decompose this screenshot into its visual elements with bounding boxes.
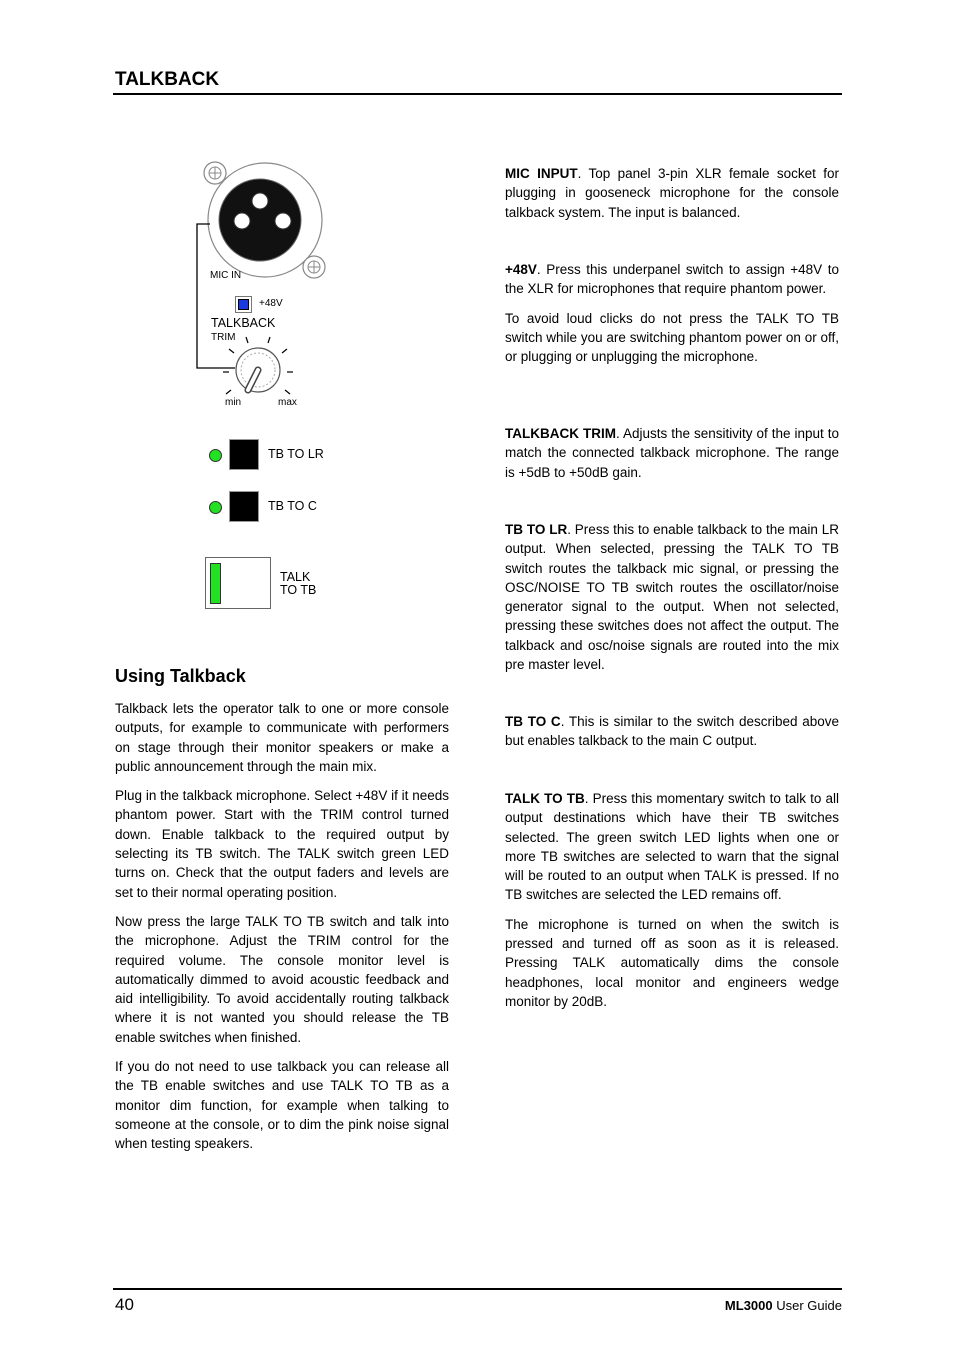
tb-to-lr-led [209, 449, 222, 462]
xlr-pin-1 [252, 193, 268, 209]
term: MIC INPUT [505, 166, 578, 181]
trim-max-label: max [278, 397, 297, 408]
desc-tb-to-lr [505, 520, 839, 684]
term: TALKBACK TRIM [505, 426, 616, 441]
desc-talk-to-tb [505, 789, 839, 1021]
xlr-pin-3 [275, 213, 291, 229]
desc-phantom [505, 260, 839, 376]
term: TB TO C [505, 714, 561, 729]
mic-and-trim-drawing [190, 150, 340, 420]
page-number: 40 [115, 1295, 134, 1314]
talkback-label: TALKBACK [211, 316, 276, 330]
desc-text: . Top panel 3-pin XLR female socket for plugging in gooseneck microphone for the console talkback system. The input is balanced. [505, 166, 839, 220]
phantom-switch[interactable] [235, 296, 252, 313]
desc-trim [505, 424, 839, 492]
phantom-label: +48V [259, 298, 283, 309]
desc-tb-to-c [505, 712, 839, 761]
footer-guide-title [725, 1298, 842, 1313]
desc-text: . Adjusts the sensitivity of the input to match the connected talkback microphone. The range is +5dB to +50dB gain. [505, 426, 839, 480]
tb-to-c-button[interactable] [229, 491, 259, 522]
desc-mic-input [505, 164, 839, 232]
tb-to-c-label: TB TO C [268, 499, 317, 513]
paragraph: If you do not need to use talkback you can release all the TB enable switches and use TALK TO TB as a monitor dim function, for example when talking to someone at the console, or to dim the pink noise signal when testing speakers. [115, 1059, 449, 1152]
tb-to-lr-label: TB TO LR [268, 447, 324, 461]
paragraph: Talkback lets the operator talk to one or more console outputs, for example to communicate with performers on stage through their monitor speakers or make a public announcement through the main mix. [115, 701, 449, 774]
desc-text: To avoid loud clicks do not press the TALK TO TB switch while you are switching phantom power on or off, or plugging or unplugging the microphone. [505, 310, 839, 365]
term: TALK TO TB [505, 791, 585, 806]
term: TB TO LR [505, 522, 568, 537]
footer-rule [113, 1288, 842, 1290]
desc-text: . Press this to enable talkback to the main LR output. When selected, pressing the TALK TO TB switch routes the talkback mic signal, or pressing the OSC/NOISE TO TB switch routes the oscillator/noise generator signal to the output. When not selected, pressing these switches does not affect the output. The talkback and osc/noise signals are routed into the mix pre master level. [505, 522, 840, 673]
talk-to-tb-button[interactable] [205, 557, 271, 609]
paragraph: Now press the large TALK TO TB switch and talk into the microphone. Adjust the TRIM control for the required volume. The console monitor level is automatically dimmed to avoid acoustic feedback and aid intelligibility. To avoid accidentally routing talkback where it is not wanted you should release the TB enable switches when finished. [115, 913, 449, 1045]
guide-label: User Guide [772, 1298, 842, 1313]
tb-to-c-led [209, 501, 222, 514]
desc-text: . Press this underpanel switch to assign +48V to the XLR for microphones that require phantom power. [505, 262, 839, 297]
paragraph: Plug in the talkback microphone. Select +48V if it needs phantom power. Start with the TRIM control turned down. Enable talkback to the required output by selecting its TB switch. The TALK switch green LED turns on. Check that the output faders and levels are set to their normal operating position. [115, 788, 449, 900]
talk-to-tb-label [280, 571, 316, 597]
page-title: TALKBACK [115, 69, 220, 90]
section-heading: Using Talkback [115, 666, 246, 686]
desc-text: . This is similar to the switch described above but enables talkback to the main C output. [505, 714, 840, 749]
trim-label: TRIM [211, 332, 236, 343]
phantom-switch-cap [238, 299, 249, 310]
talk-label-line2: TO TB [280, 583, 317, 597]
trim-knob-icon [223, 337, 293, 394]
header-rule [113, 93, 842, 95]
talk-label-line1: TALK [280, 570, 311, 584]
desc-text: . Press this momentary switch to talk to all output destinations which have their TB switches selected. The green switch LED lights when one or more TB switches are selected to warn that the signal will be routed to an output when TALK is pressed. If no TB switches are selected the LED remains off. [505, 791, 839, 903]
talk-led-strip [210, 563, 221, 604]
using-talkback-text [115, 699, 449, 1164]
model-name: ML3000 [724, 1298, 773, 1313]
term: +48V [505, 262, 537, 277]
mic-in-label: MIC IN [210, 270, 242, 281]
tb-to-lr-button[interactable] [229, 439, 259, 470]
xlr-pin-2 [234, 213, 250, 229]
trim-min-label: min [225, 397, 242, 408]
desc-text: The microphone is turned on when the switch is pressed and turned off as soon as it is released. Pressing TALK automatically dims the console headphones, local monitor and engineers wedge monitor by 20dB. [505, 916, 839, 1009]
